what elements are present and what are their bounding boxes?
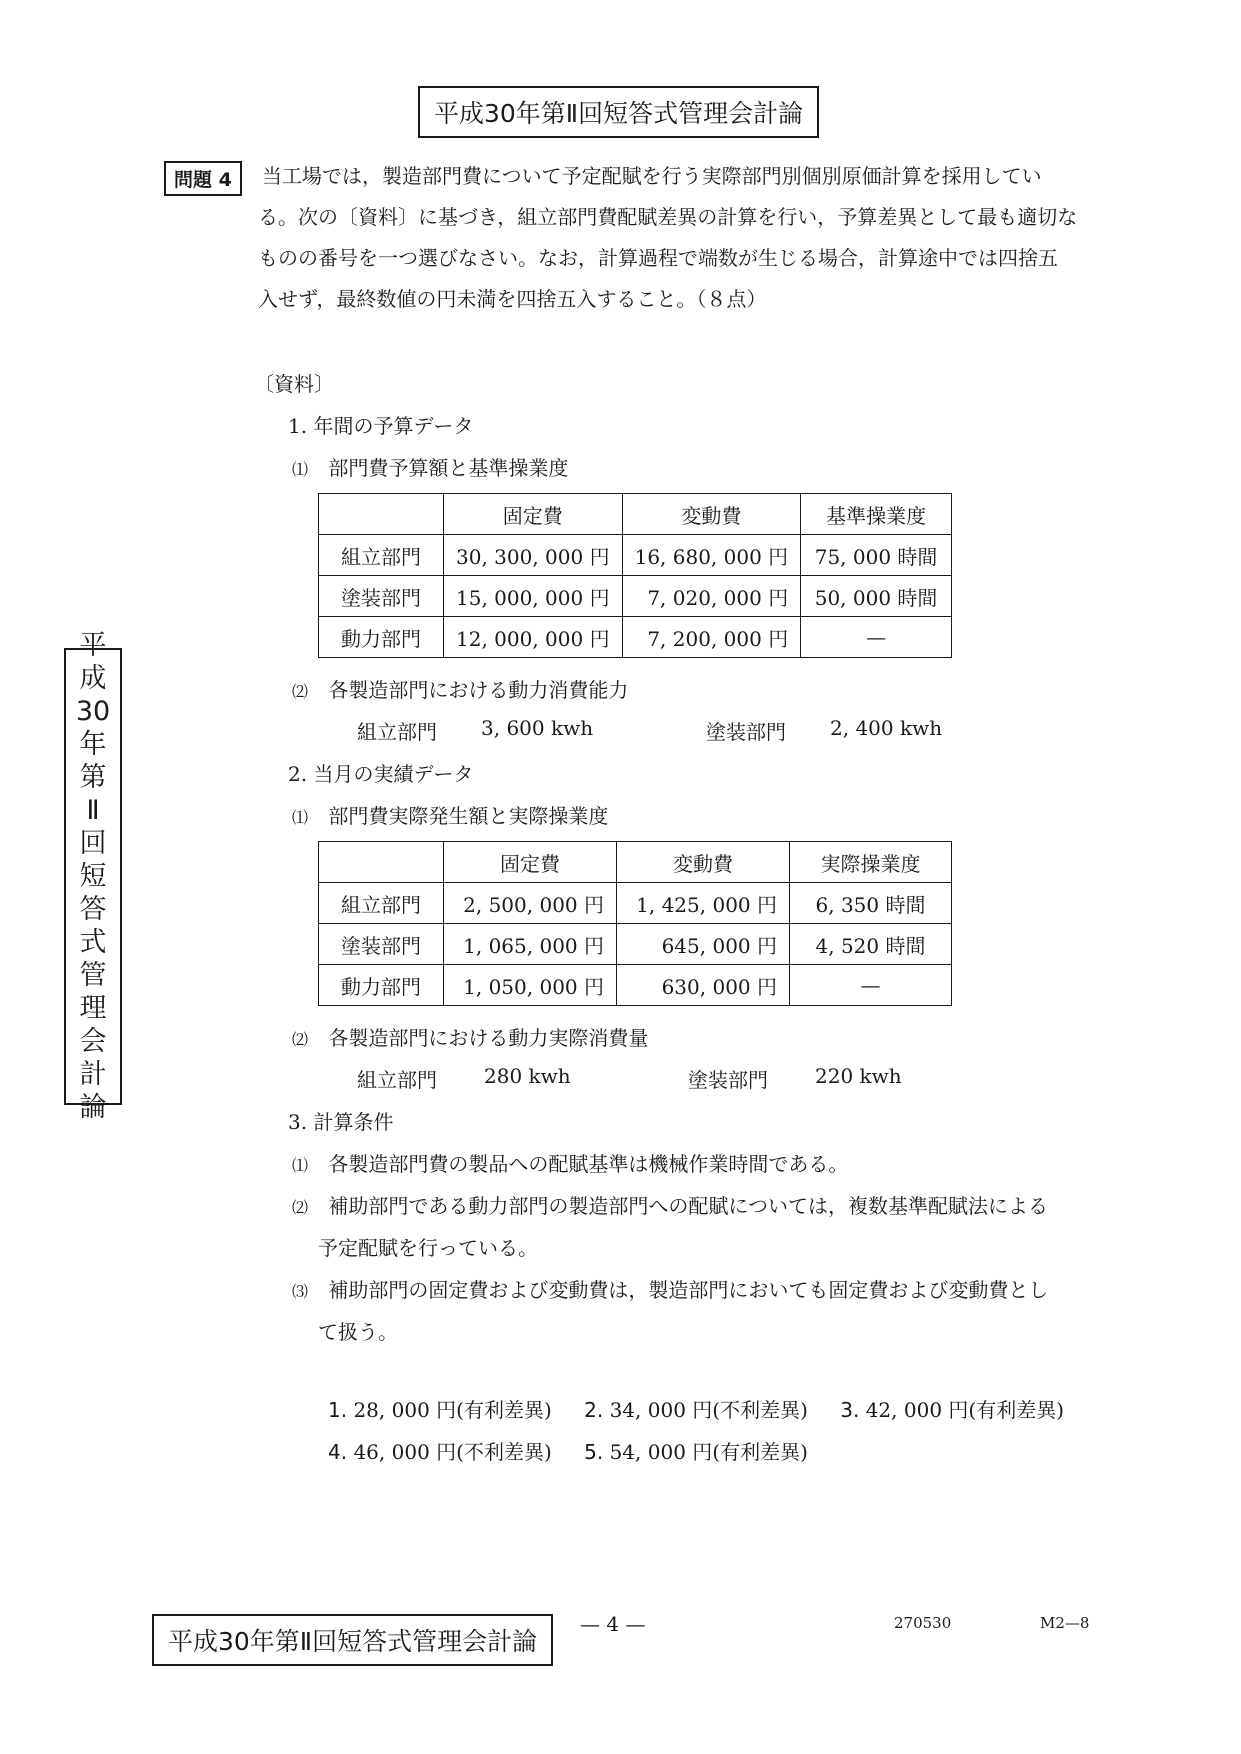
table-header-row <box>319 842 952 883</box>
table-row <box>319 617 952 658</box>
table-cell: 16, 680, 000 円 <box>622 535 801 576</box>
sub-text: 各製造部門における動力実際消費量 <box>328 1026 649 1050</box>
side-label-char: 30 <box>75 696 111 727</box>
table-cell: 組立部門 <box>319 535 444 576</box>
table-header-cell <box>319 494 444 535</box>
table-cell: — <box>790 965 952 1006</box>
consumption-val2: 220 kwh <box>815 1064 902 1088</box>
answer-choices-row1 <box>328 1394 1090 1423</box>
answer-choices-row2 <box>328 1436 834 1465</box>
choice-number: 4. <box>328 1440 348 1464</box>
sub-number: ⑵ <box>292 682 309 701</box>
table-cell: 7, 020, 000 円 <box>622 576 801 617</box>
side-label-char: 短 <box>79 861 107 892</box>
table-cell: 組立部門 <box>319 883 444 924</box>
section2-sub2 <box>292 1022 648 1051</box>
choice-text: 28, 000 円(有利差異) <box>353 1398 552 1422</box>
choice-number: 5. <box>584 1440 604 1464</box>
table-cell: 塗装部門 <box>319 576 444 617</box>
condition-item <box>292 1190 1048 1219</box>
choice-text: 34, 000 円(不利差異) <box>609 1398 808 1422</box>
capacity-val2: 2, 400 kwh <box>830 716 943 740</box>
table-header-cell: 固定費 <box>444 842 617 883</box>
section2-sub1 <box>292 800 608 829</box>
condition-item <box>292 1274 1048 1303</box>
side-label-char: 会 <box>79 1026 107 1057</box>
section3-heading: 3. 計算条件 <box>288 1110 394 1134</box>
table-row <box>319 924 952 965</box>
sub-number: ⑴ <box>292 1156 309 1175</box>
consumption-dept1: 組立部門 <box>357 1068 437 1092</box>
capacity-dept1: 組立部門 <box>357 720 437 744</box>
table-cell: 630, 000 円 <box>617 965 790 1006</box>
table-cell: 7, 200, 000 円 <box>622 617 801 658</box>
table-cell: 645, 000 円 <box>617 924 790 965</box>
table-cell: 12, 000, 000 円 <box>444 617 623 658</box>
question-line: る。次の〔資料〕に基づき，組立部門費配賦差異の計算を行い，予算差異として最も適切な <box>258 205 1078 229</box>
footer-id: M2—8 <box>1040 1614 1090 1632</box>
material-heading: 〔資料〕 <box>254 372 334 396</box>
question-line: 当工場では，製造部門費について予定配賦を行う実際部門別個別原価計算を採用してい <box>262 164 1042 188</box>
condition-item <box>292 1148 848 1177</box>
sub-text: 部門費実際発生額と実際操業度 <box>328 804 609 828</box>
table-cell: 1, 050, 000 円 <box>444 965 617 1006</box>
table-cell: 6, 350 時間 <box>790 883 952 924</box>
budget-table <box>318 493 952 658</box>
table-cell: 1, 065, 000 円 <box>444 924 617 965</box>
choice-number: 2. <box>584 1398 604 1422</box>
question-line: ものの番号を一つ選びなさい。なお，計算過程で端数が生じる場合，計算途中では四捨五 <box>258 246 1058 270</box>
side-label-char: Ⅱ <box>86 795 100 826</box>
table-cell: 塗装部門 <box>319 924 444 965</box>
footer-title: 平成30年第Ⅱ回短答式管理会計論 <box>152 1614 553 1666</box>
side-label-char: 回 <box>79 828 107 859</box>
capacity-dept2: 塗装部門 <box>706 720 786 744</box>
choice-number: 3. <box>840 1398 860 1422</box>
section1-sub2 <box>292 674 628 703</box>
section2-heading: 2. 当月の実績データ <box>288 762 474 786</box>
table-cell: 50, 000 時間 <box>801 576 952 617</box>
table-header-cell: 基準操業度 <box>801 494 952 535</box>
sub-text: 各製造部門における動力消費能力 <box>328 678 629 702</box>
table-row <box>319 535 952 576</box>
consumption-val1: 280 kwh <box>484 1064 571 1088</box>
condition-text: て扱う。 <box>318 1320 398 1344</box>
table-header-cell: 実際操業度 <box>790 842 952 883</box>
section1-sub1 <box>292 452 568 481</box>
condition-text: 補助部門の固定費および変動費は，製造部門においても固定費および変動費とし <box>328 1278 1049 1302</box>
table-cell: 2, 500, 000 円 <box>444 883 617 924</box>
side-label-char: 論 <box>79 1092 107 1123</box>
consumption-dept2: 塗装部門 <box>688 1068 768 1092</box>
condition-text: 補助部門である動力部門の製造部門への配賦については，複数基準配賦法による <box>328 1194 1048 1218</box>
side-label-char: 成 <box>79 663 107 694</box>
side-label-char: 年 <box>79 729 107 760</box>
table-cell: 15, 000, 000 円 <box>444 576 623 617</box>
table-cell: 30, 300, 000 円 <box>444 535 623 576</box>
sub-number: ⑴ <box>292 808 309 827</box>
answer-choice[interactable] <box>840 1394 1064 1423</box>
sub-number: ⑵ <box>292 1198 309 1217</box>
question-line: 入せず，最終数値の円未満を四捨五入すること。（８点） <box>258 287 767 311</box>
table-cell: 75, 000 時間 <box>801 535 952 576</box>
table-row <box>319 576 952 617</box>
sub-number: ⑵ <box>292 1030 309 1049</box>
table-cell: 動力部門 <box>319 617 444 658</box>
table-header-cell: 変動費 <box>622 494 801 535</box>
answer-choice[interactable] <box>584 1394 808 1423</box>
answer-choice[interactable] <box>328 1436 552 1465</box>
side-label-char: 理 <box>79 993 107 1024</box>
sub-text: 部門費予算額と基準操業度 <box>328 456 569 480</box>
choice-text: 46, 000 円(不利差異) <box>353 1440 552 1464</box>
table-header-cell: 変動費 <box>617 842 790 883</box>
condition-text: 予定配賦を行っている。 <box>318 1236 538 1260</box>
table-row <box>319 883 952 924</box>
answer-choice[interactable] <box>328 1394 552 1423</box>
actual-table <box>318 841 952 1006</box>
table-cell: 4, 520 時間 <box>790 924 952 965</box>
table-header-cell: 固定費 <box>444 494 623 535</box>
page-number: — 4 — <box>580 1612 646 1636</box>
sub-number: ⑶ <box>292 1282 309 1301</box>
side-label-char: 平 <box>79 630 107 661</box>
condition-text: 各製造部門費の製品への配賦基準は機械作業時間である。 <box>328 1152 849 1176</box>
table-cell: 動力部門 <box>319 965 444 1006</box>
section1-heading: 1. 年間の予算データ <box>288 414 474 438</box>
table-header-cell <box>319 842 444 883</box>
question-text <box>258 156 1096 320</box>
capacity-val1: 3, 600 kwh <box>481 716 594 740</box>
side-label-char: 式 <box>79 927 107 958</box>
side-label-char: 第 <box>79 762 107 793</box>
choice-text: 42, 000 円(有利差異) <box>865 1398 1065 1422</box>
table-cell: 1, 425, 000 円 <box>617 883 790 924</box>
side-label-char: 計 <box>79 1059 107 1090</box>
question-label: 問題 4 <box>164 161 242 196</box>
table-cell: — <box>801 617 952 658</box>
side-label <box>64 630 122 1123</box>
answer-choice[interactable] <box>584 1436 808 1465</box>
table-header-row <box>319 494 952 535</box>
header-title: 平成30年第Ⅱ回短答式管理会計論 <box>418 86 819 138</box>
side-label-char: 答 <box>79 894 107 925</box>
sub-number: ⑴ <box>292 460 309 479</box>
choice-number: 1. <box>328 1398 348 1422</box>
footer-code: 270530 <box>894 1614 952 1632</box>
choice-text: 54, 000 円(有利差異) <box>609 1440 808 1464</box>
table-row <box>319 965 952 1006</box>
side-label-char: 管 <box>79 960 107 991</box>
